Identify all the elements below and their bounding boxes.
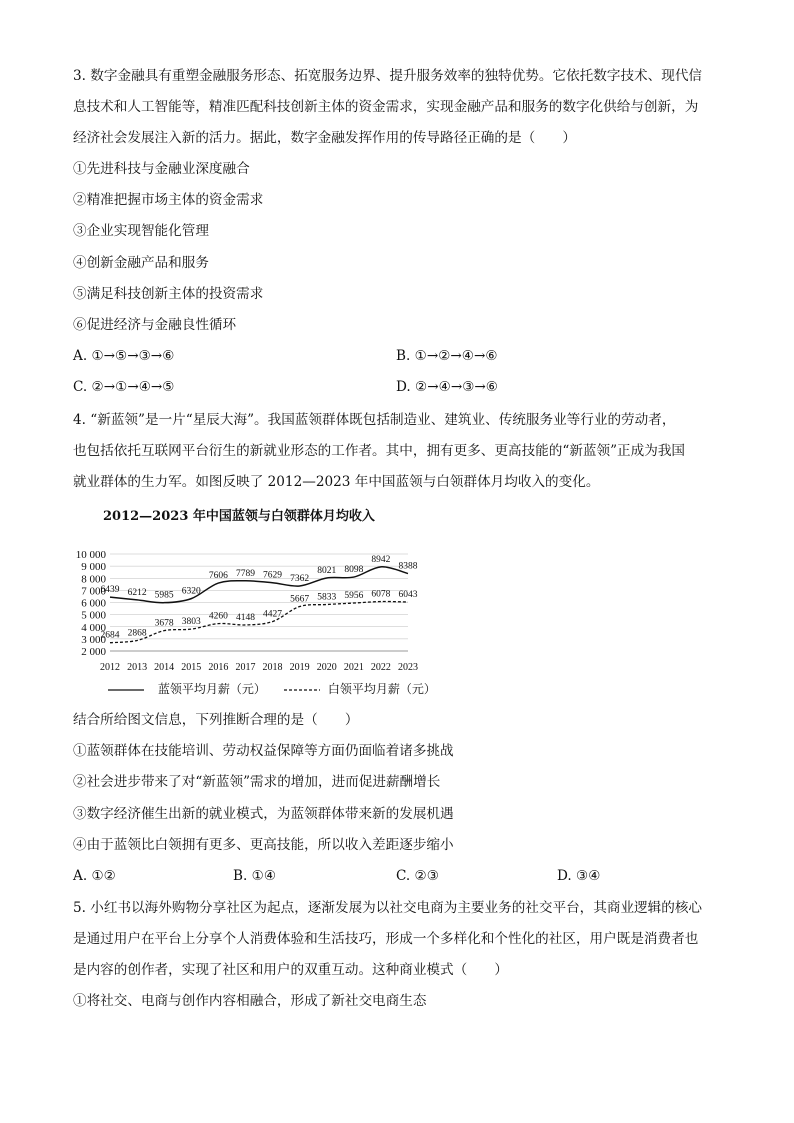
q4-stem-line-2: 也包括依托互联网平台衍生的新就业形态的工作者。其中，拥有更多、更高技能的“新蓝领”正成为我国 [73,443,686,459]
x-tick-label: 2017 [235,662,256,673]
legend-solid-line-icon [108,685,144,695]
white-collar-data-label: 6078 [371,589,391,600]
q4-option-d[interactable]: D. ③④ [557,868,601,884]
q3-option-a[interactable]: A. ①→⑤→③→⑥ [73,348,175,364]
y-tick-label: 6 000 [81,597,106,610]
x-tick-label: 2013 [127,662,148,673]
x-tick-label: 2021 [343,662,364,673]
white-collar-data-label: 2684 [100,630,120,641]
x-tick-label: 2020 [316,662,337,673]
q3-stem-line-3: 经济社会发展注入新的活力。据此，数字金融发挥作用的传导路径正确的是（ ） [73,130,576,146]
q3-item-2: ②精准把握市场主体的资金需求 [73,192,264,208]
q5-stem-line-2: 是通过用户在平台上分享个人消费体验和生活技巧，形成一个多样化和个性化的社区，用户既是消费者也 [73,931,699,947]
blue-collar-data-label: 8942 [371,554,391,565]
y-tick-label: 5 000 [81,609,106,622]
legend-blue-collar [108,680,266,697]
q3-option-d[interactable]: D. ②→④→③→⑥ [396,379,498,395]
white-collar-data-label: 2868 [127,628,147,639]
q3-option-c[interactable]: C. ②→①→④→⑤ [73,379,175,395]
white-collar-data-label: 5833 [317,592,337,603]
x-tick-label: 2022 [370,662,391,673]
q5-stem-line-3: 是内容的创作者，实现了社区和用户的双重互动。这种商业模式（ ） [73,962,508,978]
blue-collar-data-label: 7362 [290,573,310,584]
q3-stem-line-1: 3. 数字金融具有重塑金融服务形态、拓宽服务边界、提升服务效率的独特优势。它依托数字技术、现代信 [73,68,703,84]
q4-option-c[interactable]: C. ②③ [396,868,439,884]
y-tick-label: 9 000 [81,561,106,574]
blue-collar-data-label: 6212 [127,587,147,598]
q3-item-1: ①先进科技与金融业深度融合 [73,161,250,177]
white-collar-data-label: 3678 [154,618,174,629]
x-tick-label: 2015 [181,662,202,673]
x-tick-label: 2012 [100,662,120,673]
q5-item-1: ①将社交、电商与创作内容相融合，形成了新社交电商生态 [73,993,427,1009]
q4-stem-line-1: 4. “新蓝领”是一片“星辰大海”。我国蓝领群体既包括制造业、建筑业、传统服务业等行业的劳动者， [73,412,676,428]
q4-option-b[interactable]: B. ①④ [233,868,277,884]
q3-item-3: ③企业实现智能化管理 [73,223,209,239]
white-collar-data-label: 3803 [181,617,201,628]
q3-option-b[interactable]: B. ①→②→④→⑥ [396,348,498,364]
blue-collar-data-label: 7629 [263,570,283,581]
white-collar-data-label: 6043 [398,589,418,600]
white-collar-data-label: 5956 [344,591,364,602]
white-collar-data-label: 4148 [235,612,255,623]
blue-collar-data-label: 8388 [398,561,418,572]
legend-white-collar [284,680,436,697]
q3-stem-line-2: 息技术和人工智能等，精准匹配科技创新主体的资金需求，实现金融产品和服务的数字化供给与创新，为 [73,99,699,115]
y-tick-label: 4 000 [81,621,106,634]
x-tick-label: 2023 [398,662,418,673]
blue-collar-data-label: 8098 [344,565,364,576]
q5-stem-line-1: 5. 小红书以海外购物分享社区为起点，逐渐发展为以社交电商为主要业务的社交平台，其商业逻辑的核心 [73,900,703,916]
q4-item-2: ②社会进步带来了对“新蓝领”需求的增加，进而促进薪酬增长 [73,774,441,790]
blue-collar-data-label: 7606 [208,571,228,582]
blue-collar-data-label: 6320 [181,586,201,597]
blue-collar-data-label: 7789 [235,568,255,579]
q3-item-5: ⑤满足科技创新主体的投资需求 [73,286,264,302]
y-tick-label: 8 000 [81,573,106,586]
y-tick-label: 10 000 [75,549,106,561]
q4-stem-line-3: 就业群体的生力军。如图反映了 2012—2023 年中国蓝领与白领群体月均收入的变化。 [73,474,600,490]
y-tick-label: 3 000 [81,633,106,646]
white-collar-data-label: 4260 [208,611,228,622]
y-tick-label: 7 000 [81,585,106,598]
q4-question: 结合所给图文信息，下列推断合理的是（ ） [73,712,359,728]
x-tick-label: 2018 [262,662,283,673]
q3-item-6: ⑥促进经济与金融良性循环 [73,317,237,333]
income-line-chart [60,538,430,678]
q4-option-a[interactable]: A. ①② [73,868,116,884]
q3-item-4: ④创新金融产品和服务 [73,255,209,271]
chart-title: 2012—2023 年中国蓝领与白领群体月均收入 [103,509,375,524]
legend-white-collar-label: 白领平均月薪（元） [327,682,436,696]
y-tick-label: 2 000 [81,646,106,658]
white-collar-data-label: 5667 [290,594,310,605]
legend-dashed-line-icon [284,685,320,695]
x-tick-label: 2019 [289,662,310,673]
q4-item-1: ①蓝领群体在技能培训、劳动权益保障等方面仍面临着诸多挑战 [73,743,454,759]
x-tick-label: 2016 [208,662,229,673]
blue-collar-data-label: 8021 [317,565,337,576]
q4-item-3: ③数字经济催生出新的就业模式，为蓝领群体带来新的发展机遇 [73,806,454,822]
q4-item-4: ④由于蓝领比白领拥有更多、更高技能，所以收入差距逐步缩小 [73,837,454,853]
blue-collar-data-label: 5985 [154,590,174,601]
blue-collar-data-label: 6439 [100,585,120,596]
legend-blue-collar-label: 蓝领平均月薪（元） [157,682,266,696]
white-collar-data-label: 4427 [263,609,283,620]
x-tick-label: 2014 [154,662,175,673]
